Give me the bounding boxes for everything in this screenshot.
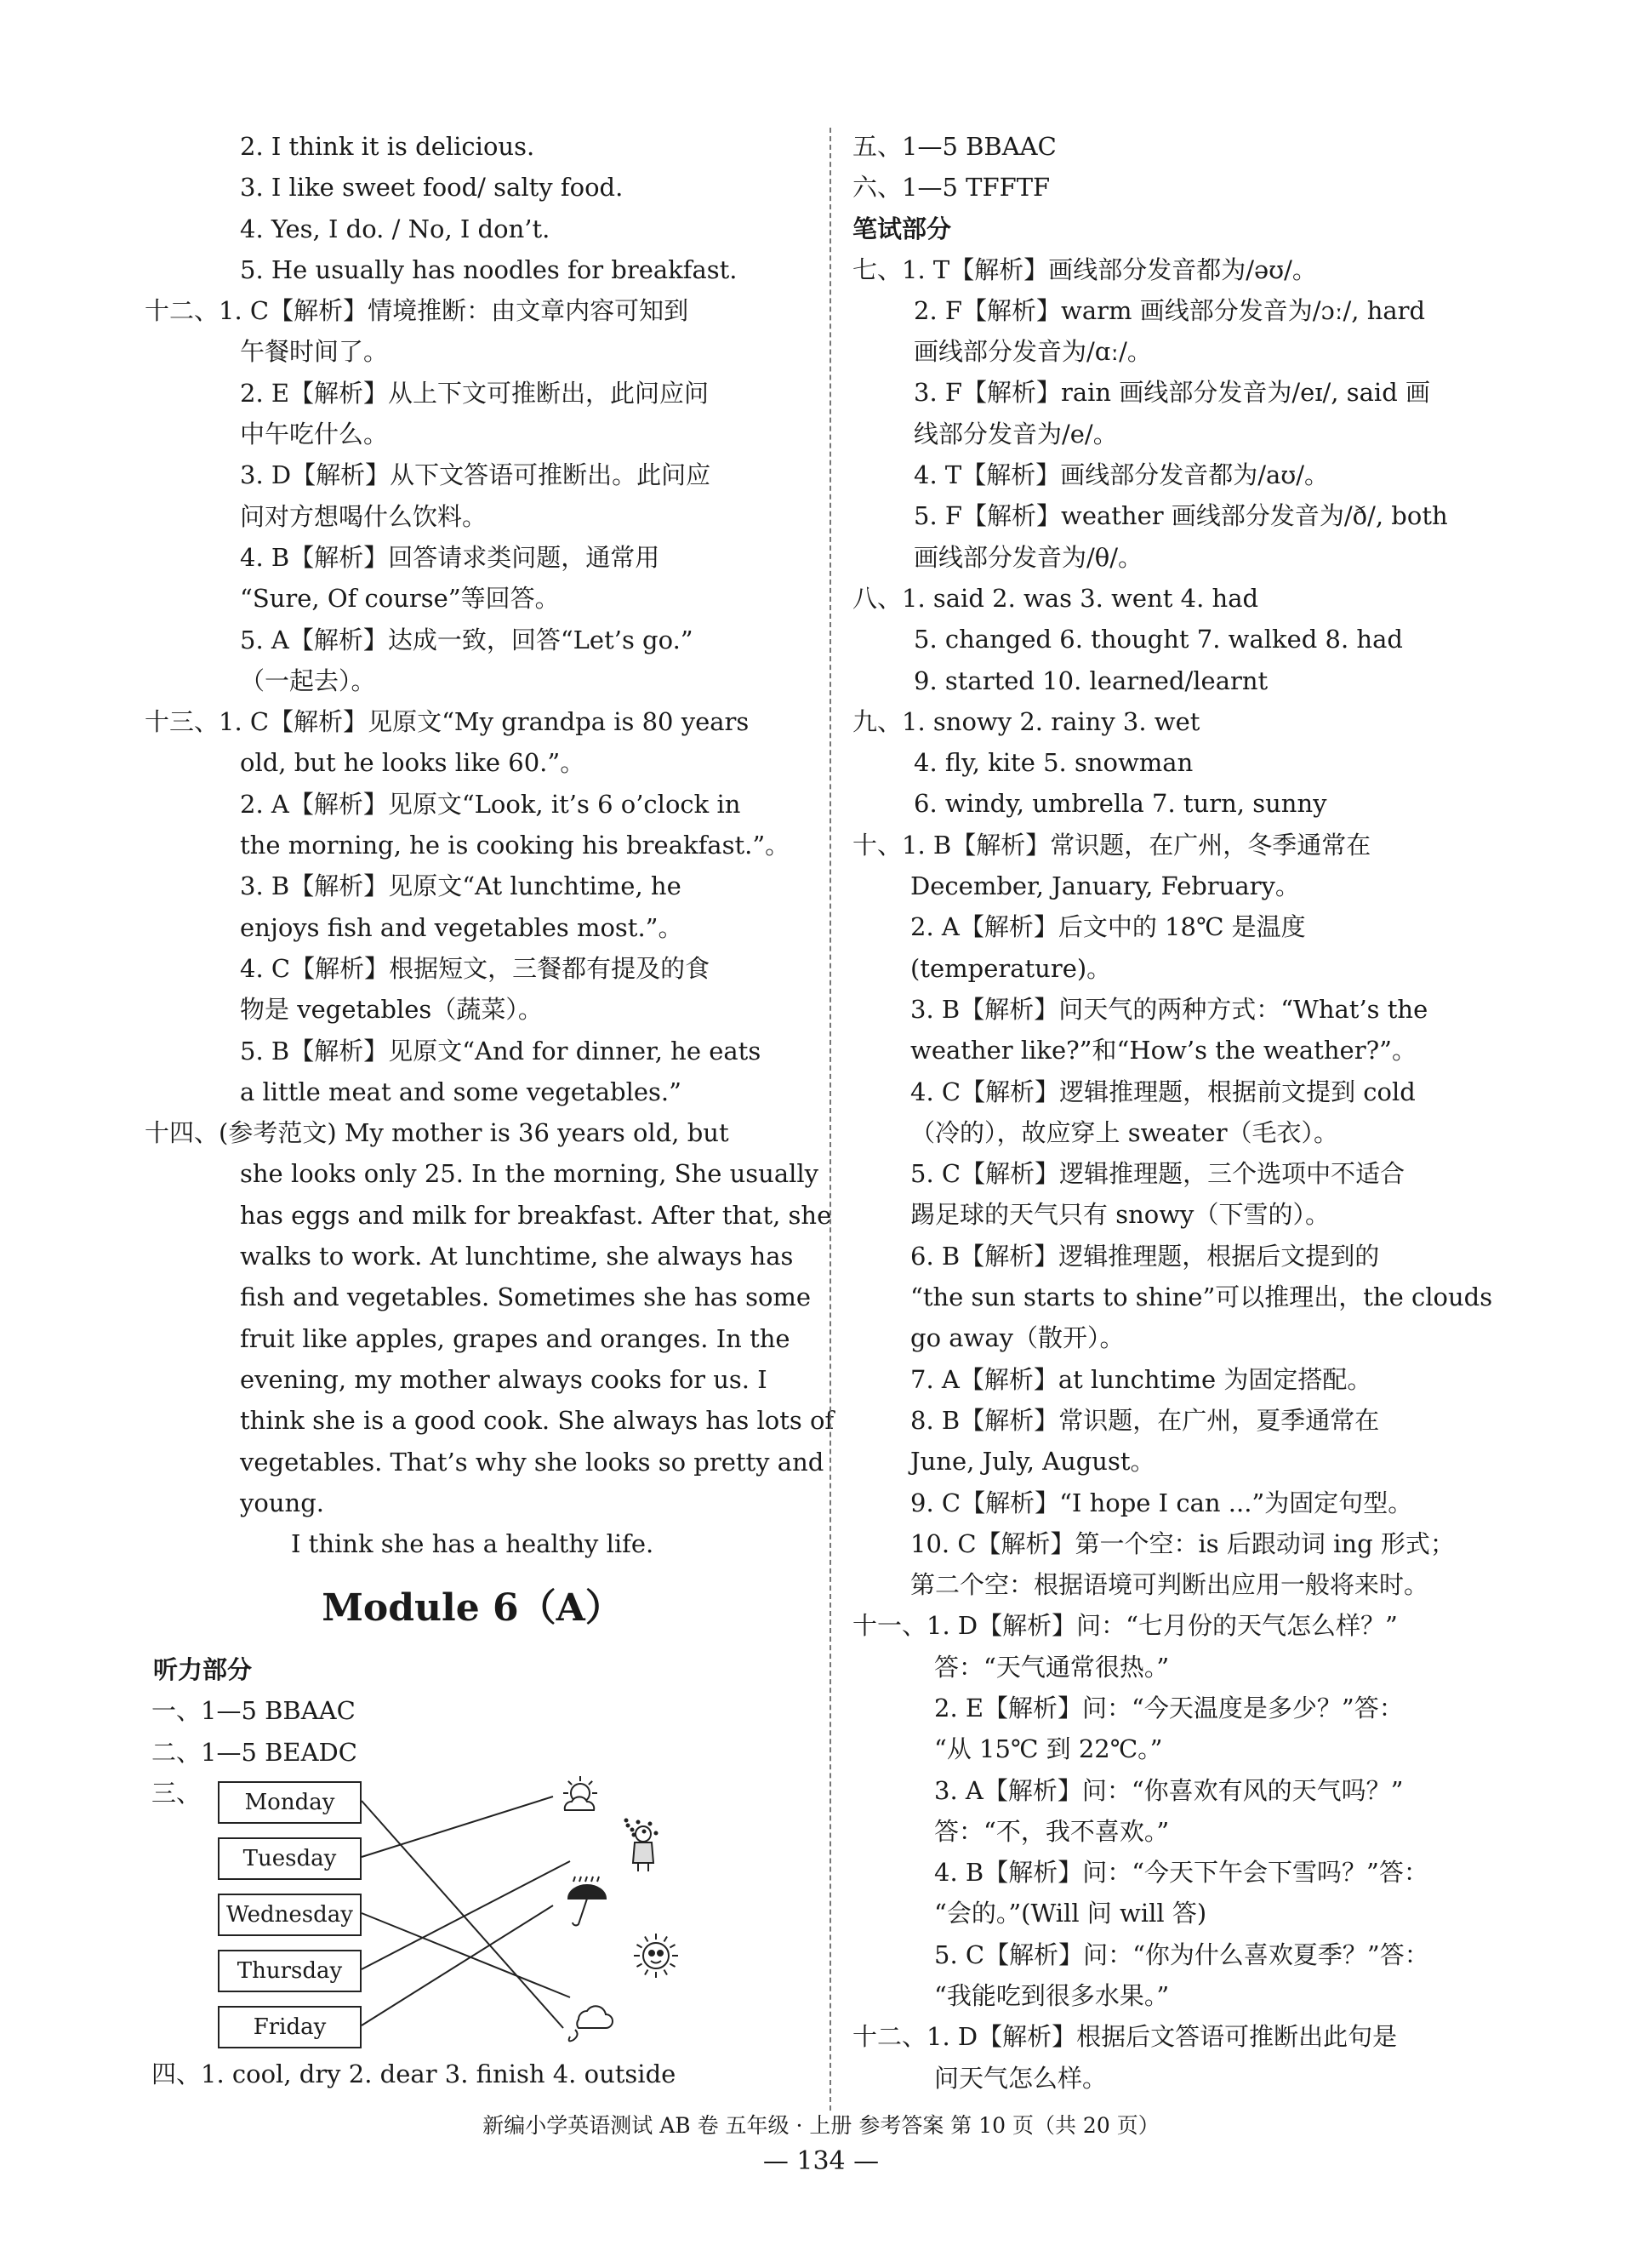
line-text: 3. A【解析】问：“你喜欢有风的天气吗？” xyxy=(934,1775,1404,1805)
line-text: 3. I like sweet food/ salty food. xyxy=(240,173,624,203)
answer-line xyxy=(51,496,706,537)
line-text: 物是 vegetables（蔬菜）。 xyxy=(240,995,543,1025)
answer-line xyxy=(852,906,1499,947)
match-line-2 xyxy=(362,1797,553,1857)
answer-line xyxy=(852,1770,1499,1811)
line-text: 4. C【解析】根据短文，三餐都有提及的食 xyxy=(240,953,710,983)
line-text: 2. I think it is delicious. xyxy=(240,132,535,161)
line-text: 2. E【解析】从上下文可推断出，此问应问 xyxy=(240,378,710,408)
answer-line xyxy=(51,167,706,208)
line-text: I think she has a healthy life. xyxy=(291,1529,654,1559)
answer-line xyxy=(852,1112,1499,1153)
sun-cloud-icon xyxy=(563,1776,597,1810)
line-text: 3. F【解析】rain 画线部分发音为/eɪ/, said 画 xyxy=(914,378,1430,408)
line-text: 十二、1. D【解析】根据后文答语可推断出此句是 xyxy=(852,2022,1398,2052)
line-text: 7. A【解析】at lunchtime 为固定搭配。 xyxy=(910,1364,1372,1394)
line-text: 十一、1. D【解析】问：“七月份的天气怎么样？” xyxy=(852,1611,1398,1641)
answer-line xyxy=(51,1071,706,1112)
module-title: Module 6（A） xyxy=(322,1586,623,1631)
line-text: 八、1. said 2. was 3. went 4. had xyxy=(852,583,1259,613)
answer-line xyxy=(51,1318,790,1359)
answer-line xyxy=(852,126,1499,167)
day-box-thursday: Thursday xyxy=(218,1950,362,1992)
answer-line xyxy=(852,1400,1499,1441)
day-box-friday: Friday xyxy=(218,2006,362,2048)
answer-line xyxy=(51,742,706,783)
answer-line xyxy=(852,1975,1499,2016)
match-line-1 xyxy=(362,1801,563,2028)
answer-line xyxy=(51,290,706,331)
answer-line xyxy=(51,1277,812,1317)
answer-line xyxy=(51,701,750,742)
line-text: 4. B【解析】回答请求类问题，通常用 xyxy=(240,542,660,572)
line-text: 4. Yes, I do. / No, I don’t. xyxy=(240,214,550,243)
answer-line xyxy=(51,373,710,414)
line-text: 十三、1. C【解析】见原文“My grandpa is 80 years xyxy=(145,707,750,737)
answer-line xyxy=(852,1852,1499,1893)
line-text: 10. C【解析】第一个空：is 后跟动词 ing 形式； xyxy=(910,1528,1455,1558)
answer-line xyxy=(51,1442,824,1482)
answer-line xyxy=(852,1811,1499,1852)
matching-label: 三、 xyxy=(151,1778,202,1808)
line-text: 5. changed 6. thought 7. walked 8. had xyxy=(914,625,1403,654)
answer-line xyxy=(51,660,706,701)
answer-line xyxy=(852,1728,1499,1769)
line-text: 5. C【解析】问：“你为什么喜欢夏季？”答： xyxy=(934,1940,1429,1969)
answer-line xyxy=(852,660,1499,701)
line-text: 二、1—5 BEADC xyxy=(151,1737,357,1767)
day-box-tuesday: Tuesday xyxy=(218,1837,362,1880)
answer-line xyxy=(852,1523,1499,1564)
answer-line xyxy=(852,1153,1499,1194)
answer-line xyxy=(852,1277,1499,1317)
match-line-3 xyxy=(362,1913,570,1997)
answer-line xyxy=(51,1112,729,1153)
line-text: 午餐时间了。 xyxy=(240,337,389,367)
sunny-icon xyxy=(634,1934,678,1978)
line-text: 4. C【解析】逻辑推理题，根据前文提到 cold xyxy=(910,1077,1416,1106)
answer-line xyxy=(51,537,706,578)
line-text: 6. windy, umbrella 7. turn, sunny xyxy=(914,789,1327,819)
line-text: 画线部分发音为/θ/。 xyxy=(914,542,1143,572)
answer-line xyxy=(852,701,1499,742)
line-text: enjoys fish and vegetables most.”。 xyxy=(240,912,683,942)
answer-line xyxy=(852,1441,1499,1482)
line-text: 十、1. B【解析】常识题，在广州，冬季通常在 xyxy=(852,830,1371,860)
line-text: 六、1—5 TFFTF xyxy=(852,173,1051,203)
answer-line xyxy=(852,1647,1499,1688)
line-text: old, but he looks like 60.”。 xyxy=(240,748,585,778)
answer-line xyxy=(852,865,1499,906)
answer-line xyxy=(852,989,1499,1030)
line-text: 9. started 10. learned/learnt xyxy=(914,666,1269,695)
line-text: has eggs and milk for breakfast. After that, she xyxy=(240,1200,832,1230)
line-text: a little meat and some vegetables.” xyxy=(240,1077,681,1106)
line-text: （冷的），故应穿上 sweater（毛衣）。 xyxy=(910,1117,1339,1147)
answer-line xyxy=(51,620,706,660)
line-text: “会的。”(Will 问 will 答) xyxy=(934,1899,1207,1928)
answer-line xyxy=(852,1482,1499,1523)
answer-line xyxy=(51,1482,706,1523)
line-text: weather like?”和“How’s the weather?”。 xyxy=(910,1036,1417,1065)
line-text: 3. B【解析】见原文“At lunchtime, he xyxy=(240,871,681,901)
line-text: 5. B【解析】见原文“And for dinner, he eats xyxy=(240,1036,761,1065)
answer-line xyxy=(852,1688,1499,1728)
line-text: walks to work. At lunchtime, she always has xyxy=(240,1242,794,1271)
answer-line xyxy=(852,578,1499,619)
line-text: evening, my mother always cooks for us. I xyxy=(240,1364,767,1394)
answer-line xyxy=(852,1605,1499,1646)
line-text: 答：“不，我不喜欢。” xyxy=(934,1816,1170,1846)
answer-line xyxy=(51,948,710,989)
line-text: 答：“天气通常很热。” xyxy=(934,1652,1170,1682)
matching-exercise xyxy=(151,1773,706,2054)
line-text: 2. E【解析】问：“今天温度是多少？”答： xyxy=(934,1693,1404,1722)
line-text: 4. fly, kite 5. snowman xyxy=(914,748,1194,778)
answer-line xyxy=(852,1359,1499,1400)
line-text: 2. A【解析】见原文“Look, it’s 6 o’clock in xyxy=(240,789,741,819)
windy-icon xyxy=(569,2006,613,2041)
line-text: fish and vegetables. Sometimes she has some xyxy=(240,1283,812,1312)
line-text: “从 15℃ 到 22℃。” xyxy=(934,1734,1163,1764)
answer-line-four xyxy=(51,2054,706,2094)
line-text: “the sun starts to shine”可以推理出，the clouds xyxy=(910,1283,1493,1312)
line-text: June, July, August。 xyxy=(910,1447,1155,1477)
line-text: 十四、(参考范文) My mother is 36 years old, but xyxy=(145,1118,729,1148)
answer-line xyxy=(852,2016,1499,2057)
listening-heading: 听力部分 xyxy=(153,1655,253,1685)
answer-line xyxy=(852,825,1499,865)
line-text: (temperature)。 xyxy=(910,953,1112,983)
answer-line xyxy=(852,167,1499,208)
answer-line xyxy=(852,414,1499,454)
answer-line xyxy=(51,1153,819,1194)
answer-line xyxy=(852,742,1499,783)
answer-line xyxy=(852,1893,1499,1934)
line-text: 5. F【解析】weather 画线部分发音为/ð/, both xyxy=(914,501,1448,531)
line-text: young. xyxy=(240,1488,324,1517)
line-text: 4. T【解析】画线部分发音都为/aʊ/。 xyxy=(914,460,1330,490)
line-text: 2. A【解析】后文中的 18℃ 是温度 xyxy=(910,912,1306,942)
listening-answer-line xyxy=(51,1732,706,1773)
line-text: think she is a good cook. She always has lots of xyxy=(240,1406,835,1436)
answer-line xyxy=(852,495,1499,536)
line-text: 8. B【解析】常识题，在广州，夏季通常在 xyxy=(910,1405,1380,1435)
line-text: 3. D【解析】从下文答语可推断出。此问应 xyxy=(240,460,711,490)
answer-line xyxy=(852,331,1499,372)
answer-line xyxy=(51,825,790,865)
line-text: 问天气怎么样。 xyxy=(934,2063,1108,2093)
answer-line xyxy=(51,989,706,1030)
line-text: （一起去）。 xyxy=(240,666,376,695)
line-text: 七、1. T【解析】画线部分发音都为/əʊ/。 xyxy=(852,254,1317,284)
line-text: “我能吃到很多水果。” xyxy=(934,1981,1170,2011)
line-text: 6. B【解析】逻辑推理题，根据后文提到的 xyxy=(910,1241,1380,1271)
page-number: — 134 — xyxy=(762,2146,880,2176)
answer-line xyxy=(51,126,706,167)
line-text: “Sure, Of course”等回答。 xyxy=(240,584,560,614)
answer-line xyxy=(51,1031,761,1071)
answer-line xyxy=(852,454,1499,495)
answer-line xyxy=(51,1236,794,1277)
answer-line xyxy=(852,948,1499,989)
answer-line xyxy=(852,619,1499,660)
answer-line xyxy=(51,784,741,825)
answer-line xyxy=(852,372,1499,413)
line-text: fruit like apples, grapes and oranges. In the xyxy=(240,1323,790,1353)
answer-line xyxy=(51,1523,706,1564)
line-text: 十二、1. C【解析】情境推断：由文章内容可知到 xyxy=(145,296,689,326)
line-text: 2. F【解析】warm 画线部分发音为/ɔː/, hard xyxy=(914,295,1426,325)
answer-line xyxy=(852,1317,1499,1358)
column-divider xyxy=(830,128,831,2111)
match-line-5 xyxy=(362,1905,553,2025)
line-text: 5. A【解析】达成一致，回答“Let’s go.” xyxy=(240,625,693,654)
matching-lines xyxy=(151,1773,747,2054)
answer-line xyxy=(51,249,738,290)
line-text: vegetables. That’s why she looks so pretty and xyxy=(240,1447,824,1477)
answer-line xyxy=(852,290,1499,331)
answer-line xyxy=(51,578,706,619)
left-column xyxy=(51,126,835,2094)
answer-line xyxy=(852,1030,1499,1071)
answer-line xyxy=(852,783,1499,824)
line-text: 五、1—5 BBAAC xyxy=(852,132,1057,161)
answer-line xyxy=(852,2058,1499,2099)
answer-line xyxy=(51,209,706,249)
answer-line xyxy=(51,865,706,906)
right-column xyxy=(852,126,1499,2099)
answer-line xyxy=(852,1236,1499,1277)
line-text: 画线部分发音为/ɑː/。 xyxy=(914,337,1152,367)
line-text: 4. B【解析】问：“今天下午会下雪吗？”答： xyxy=(934,1858,1428,1888)
line-text: she looks only 25. In the morning, She usually xyxy=(240,1159,819,1189)
line-text: 5. He usually has noodles for breakfast. xyxy=(240,254,738,284)
answer-line xyxy=(51,1359,767,1400)
answer-line xyxy=(51,331,706,372)
line-text: 5. C【解析】逻辑推理题，三个选项中不适合 xyxy=(910,1159,1405,1189)
line-text: December, January, February。 xyxy=(910,871,1300,901)
answer-line xyxy=(852,537,1499,578)
day-box-monday: Monday xyxy=(218,1781,362,1824)
answer-line xyxy=(51,1195,832,1236)
line-text: 四、1. cool, dry 2. dear 3. finish 4. outside xyxy=(151,2059,676,2088)
answer-line xyxy=(51,1400,835,1441)
line-text: 踢足球的天气只有 snowy（下雪的）。 xyxy=(910,1200,1330,1230)
answer-line xyxy=(852,1194,1499,1235)
line-text: 问对方想喝什么饮料。 xyxy=(240,501,487,531)
snowman-icon xyxy=(625,1819,658,1871)
answer-line xyxy=(51,907,706,948)
line-text: 中午吃什么。 xyxy=(240,420,389,449)
day-box-wednesday: Wednesday xyxy=(218,1894,362,1936)
line-text: the morning, he is cooking his breakfast.”。 xyxy=(240,831,790,860)
line-text: 线部分发音为/e/。 xyxy=(914,419,1118,448)
line-text: 一、1—5 BBAAC xyxy=(151,1696,356,1726)
footer-line: 新编小学英语测试 AB 卷 五年级 · 上册 参考答案 第 10 页（共 20 页） xyxy=(482,2113,1160,2138)
answer-line xyxy=(852,249,1499,290)
written-heading: 笔试部分 xyxy=(852,214,952,243)
answer-line xyxy=(51,454,711,495)
line-text: 9. C【解析】“I hope I can ...”为固定句型。 xyxy=(910,1488,1413,1517)
line-text: 九、1. snowy 2. rainy 3. wet xyxy=(852,706,1200,736)
answer-line xyxy=(51,414,706,454)
answer-line xyxy=(852,1934,1499,1975)
line-text: 3. B【解析】问天气的两种方式：“What’s the xyxy=(910,994,1428,1024)
umbrella-rain-icon xyxy=(568,1877,606,1925)
line-text: go away（散开）。 xyxy=(910,1323,1125,1353)
answer-line xyxy=(852,1071,1499,1112)
listening-answer-line xyxy=(51,1690,706,1731)
answer-line xyxy=(852,1564,1499,1605)
line-text: 第二个空：根据语境可判断出应用一般将来时。 xyxy=(910,1570,1429,1600)
